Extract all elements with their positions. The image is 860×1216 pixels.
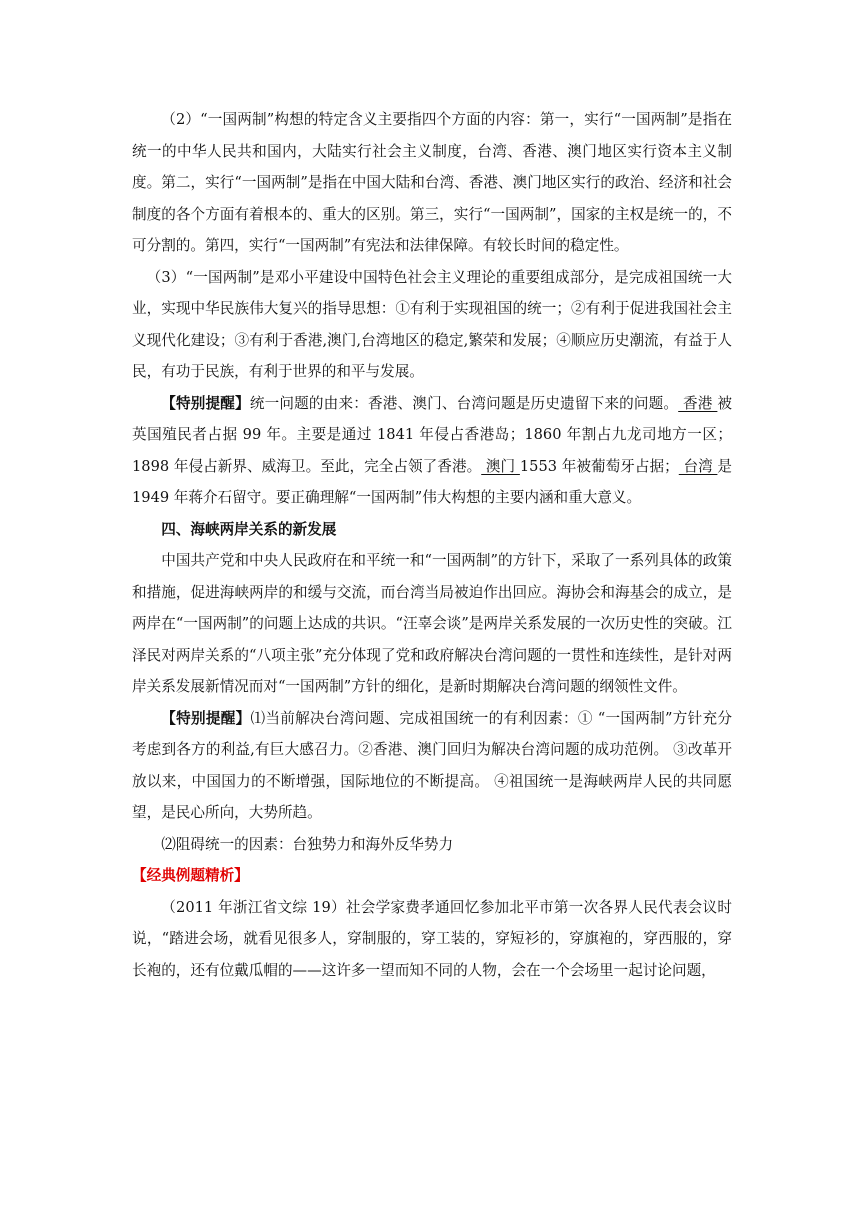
special-reminder-origin <box>132 388 732 514</box>
example-question-text: （2011 年浙江省文综 19）社会学家费孝通回忆参加北平市第一次各界人民代表会议时说，“踏进会场，就看见很多人，穿制服的，穿工装的，穿短衫的，穿旗袍的，穿西服的，穿长袍的，还有位戴瓜帽的——这许多一望而知不同的人物，会在一个会场里一起讨论问题， <box>132 898 732 979</box>
paragraph-one-country-two-systems-meaning: （2）“一国两制”构想的特定含义主要指四个方面的内容：第一，实行“一国两制”是指在统一的中华人民共和国内，大陆实行社会主义制度，台湾、香港、澳门地区实行资本主义制度。第二，实行“一国两制”是指在中国大陆和台湾、香港、澳门地区实行的政治、经济和社会制度的各个方面有着根本的、重大的区别。第三，实行“一国两制”，国家的主权是统一的，不可分割的。第四，实行“一国两制”有宪法和法律保障。有较长时间的稳定性。 <box>132 111 732 254</box>
special-reminder-factors <box>132 703 732 829</box>
section-four-heading: 四、海峡两岸关系的新发展 <box>161 520 337 538</box>
paragraph-one-country-two-systems-significance: （3）“一国两制”是邓小平建设中国特色社会主义理论的重要组成部分，是完成祖国统一大业，实现中华民族伟大复兴的指导思想：①有利于实现祖国的统一；②有利于促进我国社会主义现代化建设；③有利于香港,澳门,台湾地区的稳定,繁荣和发展；④顺应历史潮流，有益于人民，有功于民族，有利于世界的和平与发展。 <box>132 268 732 380</box>
blank-taiwan: 台湾 <box>678 457 718 475</box>
reminder-text-d: 是 1949 年蒋介石留守。要正确理解“一国两制”伟大构想的主要内涵和重大意义。 <box>132 457 733 506</box>
obstacle-factors: ⑵阻碍统一的因素：台独势力和海外反华势力 <box>161 835 454 853</box>
reminder-text-c: 1553 年被葡萄牙占据； <box>519 457 679 475</box>
blank-hong-kong: 香港 <box>678 394 718 412</box>
special-reminder-label: 【特别提醒】 <box>161 394 250 412</box>
special-reminder-label: 【特别提醒】 <box>161 709 251 727</box>
section-four-paragraph: 中国共产党和中央人民政府在和平统一和“一国两制”的方针下，采取了一系列具体的政策和措施，促进海峡两岸的和缓与交流，而台湾当局被迫作出回应。海协会和海基会的成立，是两岸在“一国两制”的问题上达成的共识。“汪辜会谈”是两岸关系发展的一次历史性的突破。江泽民对两岸关系的“八项主张”充分体现了党和政府解决台湾问题的一贯性和连续性，是针对两岸关系发展新情况而对“一国两制”方针的细化，是新时期解决台湾问题的纲领性文件。 <box>132 552 732 695</box>
favorable-factors-text: ⑴当前解决台湾问题、完成祖国统一的有利因素：① “一国两制”方针充分考虑到各方的利益,有巨大感召力。②香港、澳门回归为解决台湾问题的成功范例。 ③改革开放以来，中国国力的不断增强，国际地位的不断提高。 ④祖国统一是海峡两岸人民的共同愿望，是民心所向，大势所趋。 <box>132 709 732 821</box>
reminder-text-a: 统一问题的由来：香港、澳门、台湾问题是历史遗留下来的问题。 <box>249 394 679 412</box>
document-body <box>132 104 732 986</box>
classic-example-heading: 【经典例题精析】 <box>132 867 249 884</box>
blank-macau: 澳门 <box>481 457 520 475</box>
reminder-text-b: 被英国殖民者占据 99 年。主要是通过 1841 年侵占香港岛；1860 年割占九龙司地方一区；1898 年侵占新界、威海卫。至此，完全占领了香港。 <box>132 394 732 475</box>
